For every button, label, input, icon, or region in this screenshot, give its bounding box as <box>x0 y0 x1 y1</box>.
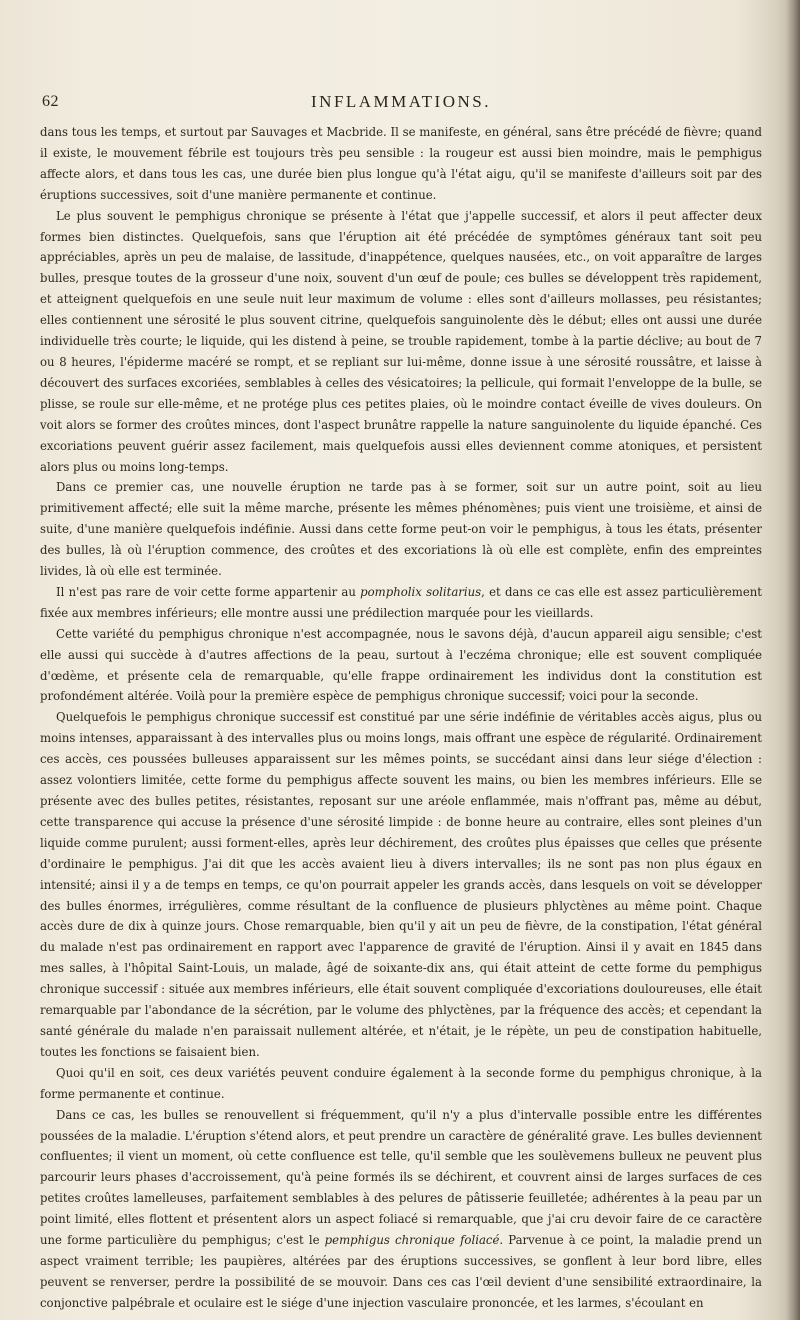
paragraph-8-after: . Parvenue à ce point, la maladie prend un aspect vraiment terrible; les paupières, altérées par des éruptions successives, se gonflent à leur bord libre, elles peuvent se renverser, perdre la possibilité de se mouvoir. Dans ces cas l'œil devient d'une sensibilité extraordinaire, la conjonctive palpébrale et oculaire est le siége d'une injection vasculaire prononcée, et les larmes, s'écoulant en <box>40 1233 762 1310</box>
paragraph-3: Dans ce premier cas, une nouvelle éruption ne tarde pas à se former, soit sur un autre point, soit au lieu primitivement affecté; elle suit la même marche, présente les mêmes phénomènes; puis vient une troisième, et ainsi de suite, d'une manière quelquefois indéfinie. Aussi dans cette forme peut-on voir le pemphigus, à tous les états, présenter des bulles, là où l'éruption commence, des croûtes et des excoriations là où elle est complète, enfin des empreintes livides, là où elle est terminée. <box>40 480 762 579</box>
paragraph-4-before: Il n'est pas rare de voir cette forme appartenir au <box>56 584 361 599</box>
paragraph-8-before: Dans ce cas, les bulles se renouvellent si fréquemment, qu'il n'y a plus d'intervalle possible entre les différentes poussées de la maladie. L'éruption s'étend alors, et peut prendre un caractère de généralité grave. Les bulles deviennent confluentes; il vient un moment, où cette confluence est telle, qu'il semble que les soulèvemens bulleux ne peuvent plus parcourir leurs phases d'accroissement, qu'à peine formés ils se déchirent, et couvrent ainsi de larges surfaces de ces petites croûtes lamelleuses, parfaitement semblables à des pelures de pâtisserie feuilletée; adhérentes à la peau par un point limité, elles flottent et présentent alors un aspect foliacé si remarquable, que j'ai cru devoir faire de ce caractère une forme particulière du pemphigus; c'est le <box>40 1107 762 1248</box>
paragraph-4-after: , et dans ce cas elle est assez particulièrement fixée aux membres inférieurs; elle montre aussi une prédilection marquée pour les vieillards. <box>40 584 762 620</box>
page-edge-shadow <box>786 0 800 1320</box>
paragraph-6: Quelquefois le pemphigus chronique successif est constitué par une série indéfinie de véritables accès aigus, plus ou moins intenses, apparaissant à des intervalles plus ou moins longs, mais offrant une espèce de régularité. Ordinairement ces accès, ces poussées bulleuses apparaissent sur les mêmes points, se succédant ainsi dans leur siége d'élection : assez volontiers limitée, cette forme du pemphigus affecte souvent les mains, ou bien les membres inférieurs. Elle se présente avec des bulles petites, résistantes, reposant sur une aréole enflammée, mais n'offrant pas, même au début, cette transparence qui accuse la présence d'une sérosité limpide : de bonne heure au contraire, elles sont pleines d'un liquide comme purulent; aussi forment-elles, après leur déchirement, des croûtes plus épaisses que celles que présente d'ordinaire le pemphigus. J'ai dit que les accès avaient lieu à divers intervalles; ils ne sont pas non plus égaux en intensité; ainsi il y a de temps en temps, ce qu'on pourrait appeler les grands accès, dans lesquels on voit se développer des bulles énormes, irrégulières, comme résultant de la confluence de plusieurs phlyctènes au même point. Chaque accès dure de dix à quinze jours. Chose remarquable, bien qu'il y ait un peu de fièvre, de la constipation, l'état général du malade n'est pas ordinairement en rapport avec l'apparence de gravité de l'éruption. Ainsi il y avait en 1845 dans mes salles, à l'hôpital Saint-Louis, un malade, âgé de soixante-dix ans, qui était atteint de cette forme du pemphigus chronique successif : située aux membres inférieurs, elle était souvent compliquée d'excoriations douloureuses, elle était remarquable par l'abondance de la sécrétion, par le volume des phlyctènes, par la fréquence des accès; et cependant la santé générale du malade n'en paraissait nullement altérée, et n'était, je le répète, un peu de constipation habituelle, toutes les fonctions se faisaient bien. <box>40 710 762 1059</box>
paragraph-4-italic: pompholix solitarius <box>360 584 482 599</box>
paragraph-8 <box>40 1105 762 1314</box>
paragraph-1: dans tous les temps, et surtout par Sauvages et Macbride. Il se manifeste, en général, sans être précédé de fièvre; quand il existe, le mouvement fébrile est toujours très peu sensible : la rougeur est aussi bien moindre, mais le pemphigus affecte alors, et dans tous les cas, une durée bien plus longue qu'à l'état aigu, qu'il se manifeste d'ailleurs soit par des éruptions successives, soit d'une manière permanente et continue. <box>40 125 762 202</box>
paragraph-4 <box>40 582 762 624</box>
page-header <box>40 93 762 115</box>
paragraph-7: Quoi qu'il en soit, ces deux variétés peuvent conduire également à la seconde forme du pemphigus chronique, à la forme permanente et continue. <box>40 1065 762 1101</box>
paragraph-8-italic: pemphigus chronique foliacé <box>324 1233 500 1248</box>
page-number: 62 <box>42 93 59 110</box>
running-title: INFLAMMATIONS. <box>311 92 491 111</box>
paragraph-5: Cette variété du pemphigus chronique n'est accompagnée, nous le savons déjà, d'aucun appareil aigu sensible; c'est elle aussi qui succède à d'autres affections de la peau, surtout à l'eczéma chronique; elle est souvent compliquée d'œdème, et présente cela de remarquable, qu'elle frappe ordinairement les individus dont la constitution est profondément altérée. Voilà pour la première espèce de pemphigus chronique successif; voici pour la seconde. <box>40 626 762 704</box>
body-text <box>40 122 762 1314</box>
paragraph-2: Le plus souvent le pemphigus chronique se présente à l'état que j'appelle successif, et alors il peut affecter deux formes bien distinctes. Quelquefois, sans que l'éruption ait été précédée de symptômes généraux tant soit peu appréciables, après un peu de malaise, de lassitude, d'inappétence, quelques nausées, etc., on voit apparaître de larges bulles, presque toutes de la grosseur d'une noix, souvent d'un œuf de poule; ces bulles se développent très rapidement, et atteignent quelquefois en une seule nuit leur maximum de volume : elles sont d'ailleurs mollasses, peu résistantes; elles contiennent une sérosité le plus souvent citrine, quelquefois sanguinolente dès le début; elles ont aussi une durée individuelle très courte; le liquide, qui les distend à peine, se trouble rapidement, tombe à la partie déclive; au bout de 7 ou 8 heures, l'épiderme macéré se rompt, et se repliant sur lui-même, donne issue à une sérosité roussâtre, et laisse à découvert des surfaces excoriées, semblables à celles des vésicatoires; la pellicule, qui formait l'enveloppe de la bulle, se plisse, se roule sur elle-même, et ne protége plus ces petites plaies, où le moindre contact éveille de vives douleurs. On voit alors se former des croûtes minces, dont l'aspect brunâtre rappelle la nature sanguinolente du liquide épanché. Ces excoriations peuvent guérir assez facilement, mais quelquefois aussi elles deviennent comme atoniques, et persistent alors plus ou moins long-temps. <box>40 208 762 474</box>
